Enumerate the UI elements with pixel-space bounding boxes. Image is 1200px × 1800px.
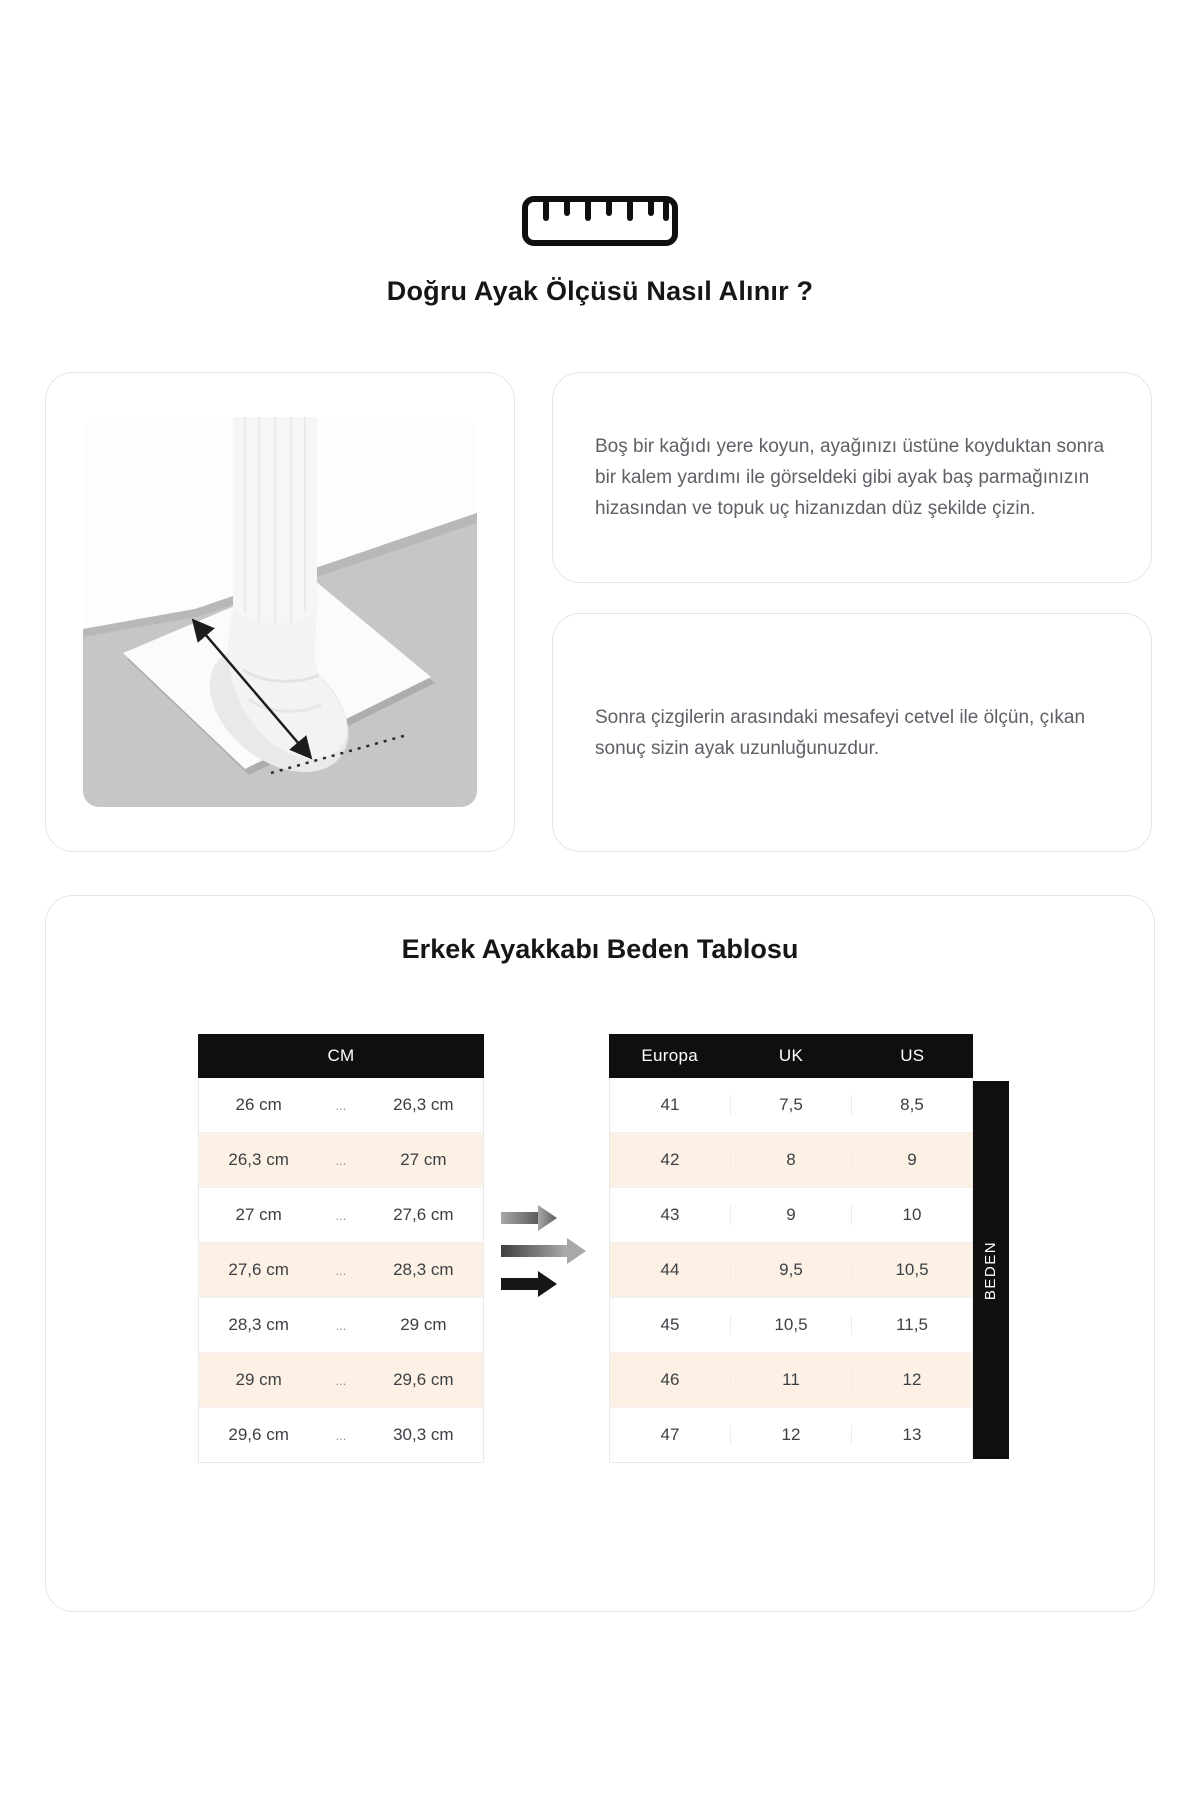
table-row: 45 10,5 11,5 — [610, 1298, 972, 1353]
cm-header-label: CM — [327, 1046, 355, 1065]
size-table-header — [609, 1034, 973, 1078]
size-table-card — [45, 895, 1155, 1612]
cm-table — [198, 1035, 484, 1463]
beden-vertical-label: BEDEN — [973, 1081, 1009, 1459]
table-row: 29 cm ... 29,6 cm — [199, 1353, 483, 1408]
header-europa: Europa — [641, 1046, 698, 1065]
foot-measure-photo — [83, 417, 477, 807]
cm-table-header — [198, 1034, 484, 1078]
instruction-text-1: Boş bir kağıdı yere koyun, ayağınızı üstüne koyduktan sonra bir kalem yardımı ile görseldeki gibi ayak baş parmağınızın hizasından ve topuk uç hizanızdan düz şekilde çizin. — [595, 436, 1105, 519]
header-uk: UK — [778, 1046, 804, 1065]
table-row: 27,6 cm ... 28,3 cm — [199, 1243, 483, 1298]
instruction-card-2 — [552, 613, 1152, 852]
table-row: 28,3 cm ... 29 cm — [199, 1298, 483, 1353]
table-row: 26 cm ... 26,3 cm — [199, 1078, 483, 1133]
size-section-title: Erkek Ayakkabı Beden Tablosu — [401, 934, 799, 964]
instruction-text-2: Sonra çizgilerin arasındaki mesafeyi cetvel ile ölçün, çıkan sonuç sizin ayak uzunluğunuzdur. — [595, 706, 1086, 759]
table-row: 47 12 13 — [610, 1408, 972, 1462]
header-us: US — [900, 1046, 925, 1065]
page-title: Doğru Ayak Ölçüsü Nasıl Alınır ? — [386, 276, 814, 306]
instruction-card-1 — [552, 372, 1152, 583]
table-row: 41 7,5 8,5 — [610, 1078, 972, 1133]
table-row: 27 cm ... 27,6 cm — [199, 1188, 483, 1243]
foot-measure-photo-card — [45, 372, 515, 852]
table-row: 44 9,5 10,5 — [610, 1243, 972, 1298]
table-row: 26,3 cm ... 27 cm — [199, 1133, 483, 1188]
table-row: 42 8 9 — [610, 1133, 972, 1188]
table-row: 46 11 12 — [610, 1353, 972, 1408]
table-row: 43 9 10 — [610, 1188, 972, 1243]
ruler-icon — [0, 196, 1200, 246]
size-conversion-table — [609, 1035, 973, 1463]
table-row: 29,6 cm ... 30,3 cm — [228, 1425, 454, 1444]
